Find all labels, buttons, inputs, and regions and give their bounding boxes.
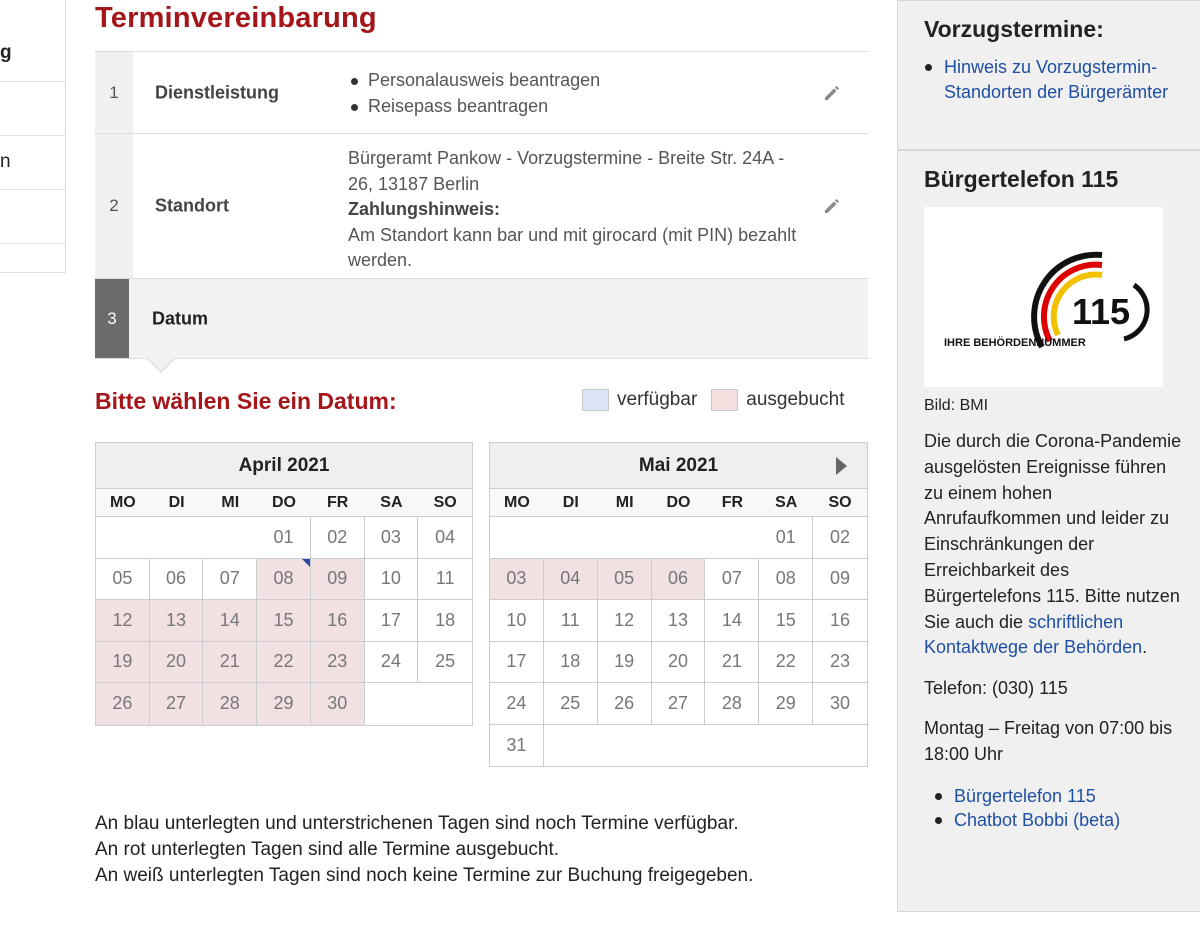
calendar-day: 05 [96, 559, 150, 601]
explanation-line: An weiß unterlegten Tagen sind noch keine Termine zur Buchung freigegeben. [95, 865, 754, 886]
calendar-legend [582, 389, 845, 411]
calendar-day: 06 [150, 559, 204, 601]
calendar-empty-cell [365, 683, 419, 725]
calendar-day-booked: 15 [257, 600, 311, 642]
calendar-day-booked: 19 [96, 642, 150, 684]
115-logo-number: 115 [1072, 291, 1131, 332]
calendar-empty-cell [544, 725, 598, 767]
calendar-day: 11 [418, 559, 472, 601]
calendar-explanation [95, 811, 753, 889]
vorzug-hint-link[interactable]: Hinweis zu Vorzugstermin-Standorten der Bürgerämter [944, 57, 1169, 102]
calendar-empty-cell [705, 725, 759, 767]
left-nav-item[interactable]: n [0, 136, 65, 190]
calendar-day-booked: 06 [652, 559, 706, 601]
legend-swatch-booked [711, 389, 738, 411]
calendar-day: 16 [813, 600, 867, 642]
calendar-empty-cell [759, 725, 813, 767]
calendar-day: 10 [365, 559, 419, 601]
calendar-day: 15 [759, 600, 813, 642]
chatbot-link[interactable]: Chatbot Bobbi (beta) [954, 810, 1121, 831]
weekday-label: MI [615, 493, 634, 511]
calendar-empty-cell [150, 517, 204, 559]
calendar-day: 25 [544, 683, 598, 725]
calendar-day-booked: 21 [203, 642, 257, 684]
location-address: Bürgeramt Pankow - Vorzugstermine - Breite Str. 24A - 26, 13187 Berlin [348, 148, 785, 194]
calendar-day-booked: 20 [150, 642, 204, 684]
115-logo [924, 207, 1163, 387]
calendar-empty-cell [418, 683, 472, 725]
service-item: Reisepass beantragen [348, 94, 600, 120]
calendar-april [95, 442, 473, 726]
calendar-day: 28 [705, 683, 759, 725]
page-title: Terminvereinbarung [95, 2, 377, 34]
weekday-label: SO [433, 493, 457, 511]
location-details [348, 146, 808, 274]
left-navigation [0, 0, 66, 273]
weekday-label: DI [168, 493, 185, 511]
buergertelefon-link[interactable]: Bürgertelefon 115 [954, 785, 1096, 806]
step-label: Standort [155, 195, 229, 216]
calendar-day-booked: 28 [203, 683, 257, 725]
weekday-label: DI [562, 493, 579, 511]
calendar-empty-cell [598, 725, 652, 767]
weekday-label: DO [271, 493, 296, 511]
calendar-day: 24 [365, 642, 419, 684]
calendar-day-booked: 26 [96, 683, 150, 725]
calendar-day: 25 [418, 642, 472, 684]
calendar-day: 17 [490, 642, 544, 684]
calendar-month-title: April 2021 [238, 454, 330, 476]
contact-ways-link[interactable]: schriftlichen Kontaktwege der Behörden [924, 611, 1143, 658]
step-date [95, 278, 868, 359]
calendar-month-header [96, 443, 472, 489]
calendar-day: 12 [598, 600, 652, 642]
calendar-day-booked: 30 [311, 683, 365, 725]
115-logo-text: IHRE BEHÖRDENNUMMER [944, 337, 1086, 349]
calendar-day-booked: 22 [257, 642, 311, 684]
calendar-day-booked: 09 [311, 559, 365, 601]
calendar-empty-cell [813, 725, 867, 767]
sidebar-list-item [934, 808, 1200, 833]
sidebar-heading: Vorzugstermine: [924, 16, 1104, 42]
115-logo-graphic [924, 207, 1163, 387]
legend-swatch-available [582, 389, 609, 411]
calendar-day: 02 [813, 517, 867, 559]
calendar-day-booked: 13 [150, 600, 204, 642]
step-label: Dienstleistung [155, 82, 280, 102]
step-location [95, 133, 868, 278]
service-list [348, 68, 600, 119]
calendar-day-booked: 14 [203, 600, 257, 642]
image-credit: Bild: BMI [924, 397, 989, 414]
calendar-day: 02 [311, 517, 365, 559]
calendar-day: 08 [759, 559, 813, 601]
calendar-day: 30 [813, 683, 867, 725]
corona-notice-text: Die durch die Corona-Pandemie ausgelösten Ereignisse führen zu einem hohen Anrufaufkommen und leider zu Einschränkungen der Erreichbarkeit des Bürgertelefons 115. Bitte nutzen Sie auch die [924, 431, 1182, 632]
legend-booked-label: ausgebucht [746, 389, 845, 410]
weekday-label: MO [109, 493, 136, 511]
step-number: 3 [95, 279, 129, 358]
legend-available-label: verfügbar [617, 389, 698, 410]
left-nav-item[interactable]: g [0, 0, 65, 82]
corona-notice [924, 429, 1184, 661]
calendar-empty-cell [705, 517, 759, 559]
calendar-day-booked: 29 [257, 683, 311, 725]
choose-date-heading: Bitte wählen Sie ein Datum: [95, 388, 397, 414]
sidebar-list-item [924, 55, 1200, 104]
opening-hours: Montag – Freitag von 07:00 bis 18:00 Uhr [924, 717, 1173, 764]
calendar-day: 18 [544, 642, 598, 684]
step-number: 2 [95, 134, 133, 278]
weekday-label: FR [327, 493, 349, 511]
step-number: 1 [95, 52, 133, 133]
calendar-day-booked: 23 [311, 642, 365, 684]
calendar-day: 26 [598, 683, 652, 725]
calendar-day-booked: 12 [96, 600, 150, 642]
calendar-day: 23 [813, 642, 867, 684]
booking-steps [95, 51, 868, 359]
calendar-day: 07 [203, 559, 257, 601]
calendar-day: 22 [759, 642, 813, 684]
weekday-label: SA [775, 493, 798, 511]
left-nav-item[interactable] [0, 190, 65, 244]
calendar-day: 19 [598, 642, 652, 684]
calendar-day-booked: 08 [257, 559, 311, 601]
next-month-arrow-icon[interactable] [836, 457, 847, 475]
calendar-empty-cell [490, 517, 544, 559]
weekday-label: FR [721, 493, 744, 511]
calendar-day: 09 [813, 559, 867, 601]
calendar-day: 18 [418, 600, 472, 642]
calendar-day: 17 [365, 600, 419, 642]
pencil-icon[interactable] [822, 83, 842, 103]
corona-notice-end: . [1142, 637, 1148, 658]
calendar-empty-cell [544, 517, 598, 559]
service-item: Personalausweis beantragen [348, 68, 600, 94]
calendar-day-booked: 27 [150, 683, 204, 725]
calendar-may [489, 442, 868, 767]
calendar-empty-cell [652, 517, 706, 559]
calendar-day: 27 [652, 683, 706, 725]
weekday-label: MO [504, 493, 530, 511]
calendar-day-booked: 04 [544, 559, 598, 601]
payment-text: Am Standort kann bar und mit girocard (mit PIN) bezahlt werden. [348, 224, 797, 270]
calendar-day: 20 [652, 642, 706, 684]
calendar-day: 10 [490, 600, 544, 642]
step-pointer-arrow [146, 358, 176, 373]
step-service [95, 51, 868, 133]
calendar-day: 04 [418, 517, 472, 559]
step-label: Datum [152, 308, 209, 328]
sidebar-list-item [934, 784, 1200, 809]
calendar-day-grid [490, 517, 867, 766]
calendar-day-booked: 03 [490, 559, 544, 601]
left-nav-item[interactable] [0, 82, 65, 136]
calendar-day: 07 [705, 559, 759, 601]
weekday-row [96, 489, 472, 517]
weekday-label: SA [380, 493, 403, 511]
calendar-empty-cell [652, 725, 706, 767]
calendar-day: 21 [705, 642, 759, 684]
calendar-day-grid [96, 517, 472, 725]
calendar-empty-cell [598, 517, 652, 559]
calendar-day: 01 [759, 517, 813, 559]
calendar-month-header [490, 443, 867, 489]
calendar-empty-cell [96, 517, 150, 559]
calendar-day: 01 [257, 517, 311, 559]
weekday-label: MI [221, 493, 240, 511]
payment-title: Zahlungshinweis: [348, 199, 501, 219]
weekday-label: DO [666, 493, 691, 511]
calendar-day: 14 [705, 600, 759, 642]
calendar-empty-cell [203, 517, 257, 559]
telephone-number: Telefon: (030) 115 [924, 678, 1068, 699]
sidebar-buergertelefon [897, 150, 1200, 912]
explanation-line: An rot unterlegten Tagen sind alle Termine ausgebucht. [95, 839, 560, 860]
calendar-day-booked: 16 [311, 600, 365, 642]
sidebar-vorzugstermine [897, 0, 1200, 150]
calendar-month-title: Mai 2021 [638, 454, 719, 476]
pencil-icon[interactable] [822, 196, 842, 216]
weekday-label: SO [828, 493, 852, 511]
calendar-day: 11 [544, 600, 598, 642]
weekday-row [490, 489, 867, 517]
calendar-day: 03 [365, 517, 419, 559]
sidebar-heading: Bürgertelefon 115 [924, 166, 1119, 192]
calendar-day: 29 [759, 683, 813, 725]
calendar-day-booked: 05 [598, 559, 652, 601]
calendar-day: 24 [490, 683, 544, 725]
calendar-day: 13 [652, 600, 706, 642]
calendar-day: 31 [490, 725, 544, 767]
explanation-line: An blau unterlegten und unterstrichenen Tagen sind noch Termine verfügbar. [95, 813, 739, 834]
